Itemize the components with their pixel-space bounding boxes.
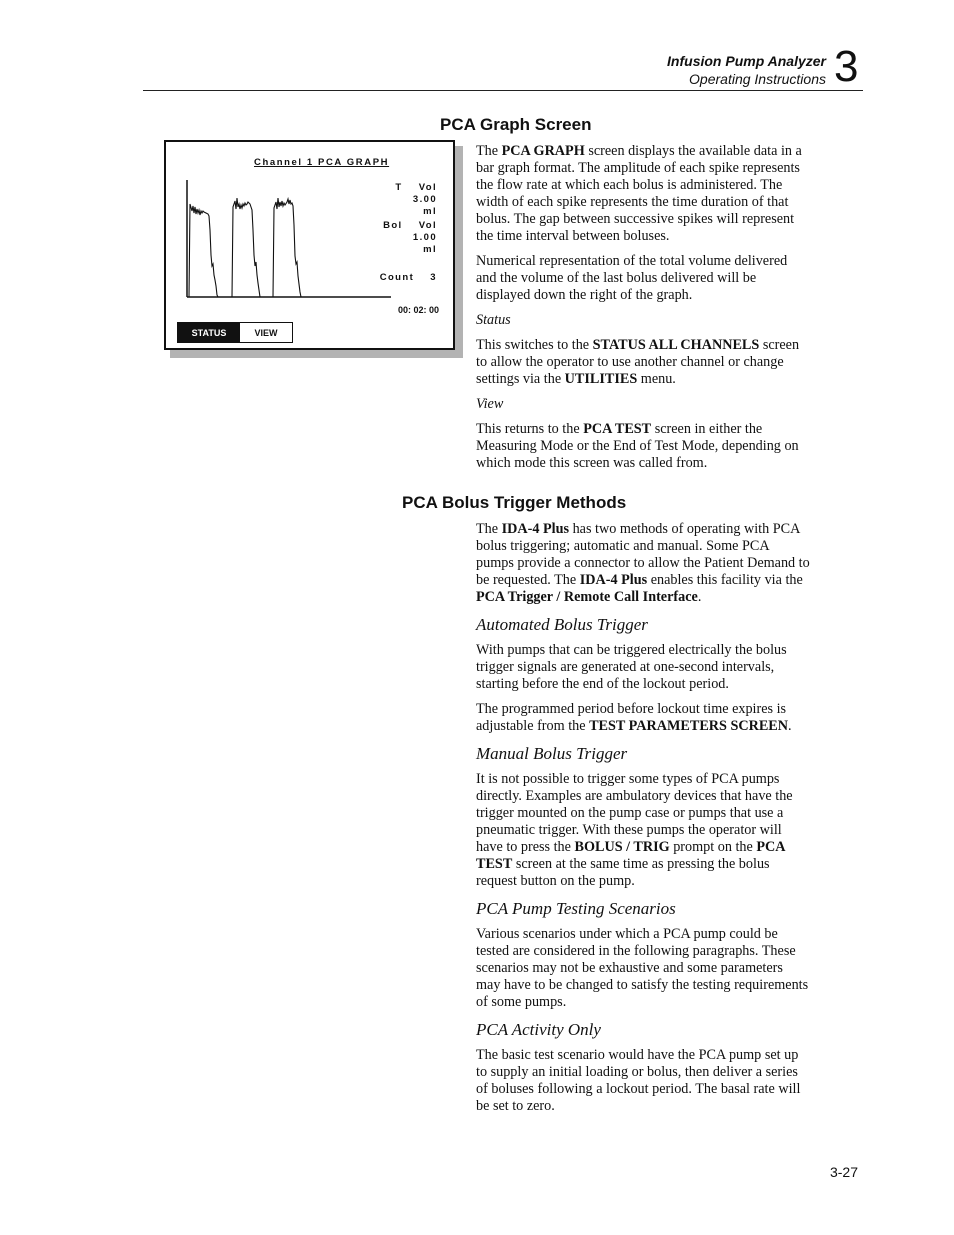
bol-vol-value: 1.00 xyxy=(412,232,437,243)
screen-button-bar xyxy=(177,322,293,343)
paragraph-graph-description: The PCA GRAPH screen displays the available data in a bar graph format. The amplitude of each spike represents the flow rate at which each bolus is administered. The width of each spike represents the time duration of that bolus. The gap between successive spikes will represent the time interval between boluses. xyxy=(476,143,802,244)
bol-vol-unit: ml xyxy=(423,244,437,255)
elapsed-time-readout: 00: 02: 00 xyxy=(397,305,439,315)
view-label: View xyxy=(476,396,504,412)
paragraph-testing-scenarios: Various scenarios under which a PCA pump could be tested are considered in the following paragraphs. These scenarios may not be exhaustive and some parameters may have to be changed to satisfy the testing requirements of some pumps. xyxy=(476,926,809,1010)
bolus-spike-1 xyxy=(187,204,218,297)
bolus-spike-2 xyxy=(231,198,260,297)
pca-graph-screen-figure xyxy=(164,140,455,350)
status-label: Status xyxy=(476,312,511,328)
view-button[interactable]: VIEW xyxy=(254,327,278,338)
subheading-testing-scenarios: PCA Pump Testing Scenarios xyxy=(476,899,676,918)
subheading-manual-bolus-trigger: Manual Bolus Trigger xyxy=(476,744,628,763)
paragraph-manual-trigger: It is not possible to trigger some types of PCA pumps directly. Examples are ambulatory devices that have the trigger mounted on the pump case or pumps that use a pneumatic trigger. With these pumps the operator will have to press the BOLUS / TRIG prompt on the PCA TEST screen at the same time as pressing the bolus request button on the pump. xyxy=(476,771,793,889)
paragraph-lockout-period: The programmed period before lockout time expires is adjustable from the TEST PARAMETERS SCREEN. xyxy=(476,701,792,734)
bol-vol-label: Bol Vol xyxy=(383,220,437,231)
bolus-spike-3 xyxy=(272,198,301,297)
section-heading-bolus-trigger-methods: PCA Bolus Trigger Methods xyxy=(402,493,627,512)
paragraph-activity-only: The basic test scenario would have the PCA pump set up to supply an initial loading or bolus, then deliver a series of boluses following a lockout period. The basal rate will be set to zero. xyxy=(476,1047,801,1114)
status-button[interactable]: STATUS xyxy=(178,323,240,342)
subheading-pca-activity-only: PCA Activity Only xyxy=(476,1020,601,1039)
page-number: 3-27 xyxy=(829,1164,858,1180)
count-readout: Count 3 xyxy=(379,272,437,283)
t-vol-value: 3.00 xyxy=(412,194,437,205)
running-header xyxy=(667,52,826,88)
section1-text xyxy=(476,143,810,472)
header-rule xyxy=(143,90,863,91)
section2-text xyxy=(476,521,810,1115)
bolus-bar-graph xyxy=(184,180,394,300)
paragraph-trigger-methods: The IDA-4 Plus has two methods of operating with PCA bolus triggering; automatic and manual. Some PCA pumps provide a connector to allow the Patient Demand to be requested. The IDA-4 Plus enables this facility via the PCA Trigger / Remote Call Interface. xyxy=(476,521,810,605)
paragraph-automated-trigger: With pumps that can be triggered electrically the bolus trigger signals are generated at one-second intervals, starting before the end of the lockout period. xyxy=(476,642,787,692)
t-vol-unit: ml xyxy=(423,206,437,217)
paragraph-numerical-representation: Numerical representation of the total volume delivered and the volume of the last bolus delivered will be displayed down the right of the graph. xyxy=(476,253,788,303)
header-subtitle: Operating Instructions xyxy=(689,71,826,87)
chapter-number: 3 xyxy=(834,42,859,91)
paragraph-view: This returns to the PCA TEST screen in either the Measuring Mode or the End of Test Mode, depending on which mode this screen was called from. xyxy=(476,421,799,471)
screen-title: Channel 1 PCA GRAPH xyxy=(254,157,390,168)
paragraph-status: This switches to the STATUS ALL CHANNELS screen to allow the operator to use another channel or change settings via the UTILITIES menu. xyxy=(476,337,800,387)
header-title: Infusion Pump Analyzer xyxy=(667,53,826,69)
t-vol-label: T Vol xyxy=(395,182,437,193)
graph-axes xyxy=(187,180,391,297)
subheading-automated-bolus-trigger: Automated Bolus Trigger xyxy=(476,615,648,634)
section-heading-pca-graph-screen: PCA Graph Screen xyxy=(440,115,592,134)
